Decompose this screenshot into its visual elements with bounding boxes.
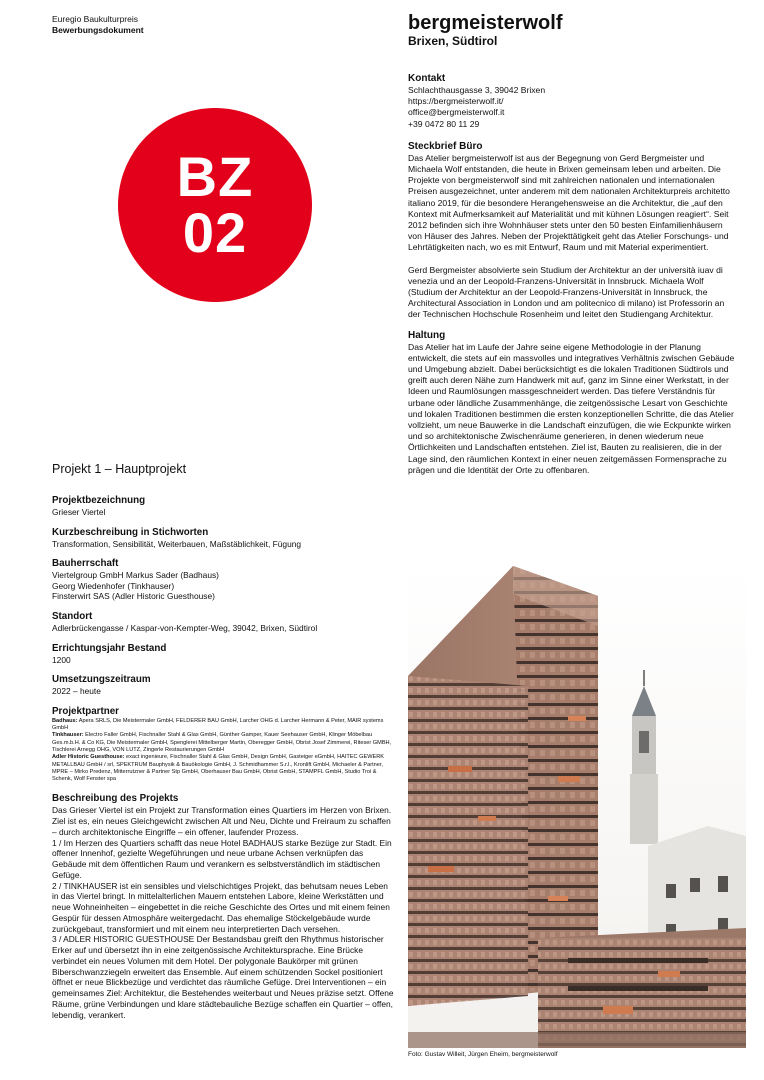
umsetzungszeitraum-value: 2022 – heute [52, 686, 101, 697]
partner-group-label: Adler Historic Guesthouse: [52, 754, 125, 761]
document-header [52, 14, 144, 36]
badge-number: 02 [182, 201, 248, 264]
project-details [52, 462, 396, 1020]
photo-credit: Foto: Gustav Willeit, Jürgen Eheim, bergmeisterwolf [408, 1051, 558, 1058]
partner-group-text: Electro Faller GmbH, Fischnaller Stahl & Glas GmbH, Günther Gamper, Kauer Seehauser GmbH, Klinger Möbelbau Ges.m.b.H. & Co KG, Die Meistermaler GmbH, Spenglerei Mittelberger Martin, Oberegger GmbH, Obrist Josef Zimmerei, Riteser GMBH, Tischlerei Arnegg OHG, VON LUTZ, Zingerle Restaurierungen GmbH [52, 732, 392, 753]
haltung-text: Das Atelier hat im Laufe der Jahre seine eigene Methodologie in der Planung entwickelt, die stets auf ein massvolles und integratives Verhältnis zwischen Gebäude und Umgebung abzielt. Dabei berücksichtigt es die lokalen Traditionen Südtirols und greift auch deren Nähe zum Handwerk mit auf, ganz im Sinne einer Werkstatt, in der Ideen und Raumlösungen massgeschneidert werden. Das tiefere Verständnis für urbane oder ländliche Zusammenhänge, die zeitgenössische Lesart von Geschichte und lokalen Traditionen bestimmen die ersten konzeptionellen Schritte, die das Atelier vollzieht, um neue Bauwerke in die Landschaft einzufügen, die wie Eckpunkte wirken und so architektonische Zwischenräume generieren, in denen wiederum neue Örtlichkeiten und Landschaften entstehen. Ziel ist, Bauten zu realisieren, die in der Lage sind, den räumlichen Kontext in einer neuen zeitgemässen Formensprache zu prägen und die Identität der Orte zu offenbaren. [408, 341, 735, 475]
partner-group [52, 718, 396, 733]
beschreibung-paragraph: Das Grieser Viertel ist ein Projekt zur Transformation eines Quartiers im Herzen von Brixen. Ziel ist es, ein neues Gleichgewicht zwischen Alt und Neu, Dichte und Freiraum zu schaffen – durch architektonische Eingriffe – ein offener, laufender Prozess. [52, 805, 392, 837]
umsetzungszeitraum-heading: Umsetzungszeitraum [52, 674, 151, 686]
projektpartner-list [52, 718, 396, 784]
bauherrschaft-line: Finsterwirt SAS (Adler Historic Guesthouse) [52, 591, 215, 602]
header-title: Euregio Baukulturpreis [52, 14, 138, 24]
project-title: Projekt 1 – Hauptprojekt [52, 462, 187, 476]
kurzbeschreibung-heading: Kurzbeschreibung in Stichworten [52, 526, 209, 538]
bauherrschaft-line: Georg Wiedenhofer (Tinkhauser) [52, 580, 175, 591]
beschreibung-paragraph: 2 / TINKHAUSER ist ein sensibles und vielschichtiges Projekt, das behutsam neues Leben in das Viertel bringt. In mittelalterlichen Mauern entstehen Labore, kleine Werkstätten und neue Wohneinheiten – eingebettet in die reiche Geschichte des Ortes und mit einem feinen Gespür für dessen Atmosphäre weitergedacht. Das ehemalige Stöckelgebäude wurde zurückgebaut, transformiert und mit einem neu interpretierten Dach versehen. [52, 880, 390, 934]
errichtungsjahr-value: 1200 [52, 654, 71, 665]
kontakt-heading: Kontakt [408, 73, 446, 84]
beschreibung-paragraph: 1 / Im Herzen des Quartiers schafft das neue Hotel BADHAUS starke Bezüge zur Stadt. Ein offener Innenhof, gezielte Wegeführungen und neue urbane Achsen verknüpfen das Gebäude mit dem öffentlichen Raum und verankern es selbstverständlich im städtischen Gefüge. [52, 837, 392, 880]
kontakt-address: Schlachthausgasse 3, 39042 Brixen [408, 85, 546, 95]
kurzbeschreibung-value: Transformation, Sensibilität, Weiterbauen, Maßstäblichkeit, Fügung [52, 538, 302, 549]
partner-group-text: Apera SRLS, Die Meistermaler GmbH, FELDERER BAU GmbH, Larcher OHG d. Larcher Hermann & Peter, MAIR systems GmbH [52, 717, 384, 732]
steckbrief-paragraph-1: Das Atelier bergmeisterwolf ist aus der Begegnung von Gerd Bergmeister und Michaela Wolf entstanden, die heute in Brixen gemeinsam leben und arbeiten. Die Projekte von bergmeisterwolf sind mit zahlreichen nationalen und internationalen Preisen ausgezeichnet, unter anderem mit dem nationalen Architekturpreis architetto italiano 2019, für die besondere Herangehensweise an die Architektur, die „auf den Kontext mit Aufmerksamkeit auf Materialität und mit kühnen Lösungen reagiert“. Seit 2012 befinden sich ihre Wohnhäuser stets unter den 50 besten Einfamilienhäusern von Häuser des Jahres. Neben der Projekttätigkeit geht das Atelier Forschungs- und Lehrtätigkeiten nach, wo es mit Entwurf, Raum und mit Material experimentiert. [408, 152, 730, 253]
header-subtitle: Bewerbungsdokument [52, 25, 144, 35]
projektpartner-heading: Projektpartner [52, 705, 119, 717]
bauherrschaft-line: Viertelgroup GmbH Markus Sader (Badhaus) [52, 570, 219, 581]
bauherrschaft-heading: Bauherrschaft [52, 558, 119, 570]
steckbrief-paragraph-2: Gerd Bergmeister absolvierte sein Studium der Architektur an der università iuav di venezia und an der Leopold-Franzens-Universität in Innsbruck. Michaela Wolf (Studium der Architektur an der Leopold-Franzens-Universität in Innsbruck, the Architectural Association in London und am politecnico di milano) ist Professorin an der Technischen Hochschule Rosenheim und leitet den Studiengang Architektur. [408, 264, 725, 320]
kontakt-phone: +39 0472 80 11 29 [408, 118, 480, 129]
kontakt-block [408, 85, 738, 130]
partner-group-label: Tinkhauser: [52, 732, 84, 739]
partner-group [52, 732, 396, 754]
beschreibung-paragraph: 3 / ADLER HISTORIC GUESTHOUSE Der Bestandsbau greift den Rhythmus historischer Erker auf und übersetzt ihn in eine zeitgenössische Architektursprache. Eine Brücke verbindet ein neues Volumen mit dem Hotel. Der polygonale Baukörper mit grünen Biberschwanzziegeln erweitert das Ensemble. Auf einem schützenden Sockel positioniert öffnet er neue Blickbezüge und verdichtet das räumliche Gefüge. Drei Interventionen – ein gemeinsames Ziel: Architektur, die Bestehendes weiterbaut und Neues präzise setzt. Offene Räume, grüne Verbindungen und klare städtebauliche Bezüge schaffen ein Quartier – offen, lebendig, verankert. [52, 934, 394, 1020]
partner-group [52, 754, 396, 783]
badge-region-code: BZ [176, 145, 254, 208]
beschreibung-heading: Beschreibung des Projekts [52, 793, 179, 805]
project-code-badge [118, 108, 312, 302]
office-profile [408, 12, 738, 476]
standort-value: Adlerbrückengasse / Kaspar-von-Kempter-Weg, 39042, Brixen, Südtirol [52, 622, 318, 633]
bezeichnung-heading: Projektbezeichnung [52, 495, 146, 506]
standort-heading: Standort [52, 610, 93, 622]
kontakt-email[interactable]: office@bergmeisterwolf.it [408, 107, 505, 118]
kontakt-website[interactable]: https://bergmeisterwolf.it/ [408, 96, 504, 107]
partner-group-label: Badhaus: [52, 717, 78, 724]
errichtungsjahr-heading: Errichtungsjahr Bestand [52, 642, 167, 654]
project-photo [408, 566, 746, 1048]
office-name: bergmeisterwolf [408, 12, 563, 34]
office-city: Brixen, Südtirol [408, 34, 498, 48]
partner-group-text: exact ingenieure, Fischnaller Stahl & Glas GmbH, Design GmbH, Gasteiger eGmbH, HAITEC GEWERK METALLBAU GmbH / srl, SPEKTRUM Bauphysik & Bauökologie GmbH, J. Schmidhammer S.r.l., Kronlift GmbH, Michaeler & Partner, MPRE – Mirko Predenz, Mitterrutzner & Partner Stp GmbH, Oberhauser Bau GmbH, Obrist GmbH, STAMPFL GmbH, Studio Troi & Schenk, Wolf Fenster spa [52, 754, 384, 783]
steckbrief-heading: Steckbrief Büro [408, 140, 483, 152]
haltung-heading: Haltung [408, 329, 446, 341]
bezeichnung-value: Grieser Viertel [52, 507, 106, 517]
